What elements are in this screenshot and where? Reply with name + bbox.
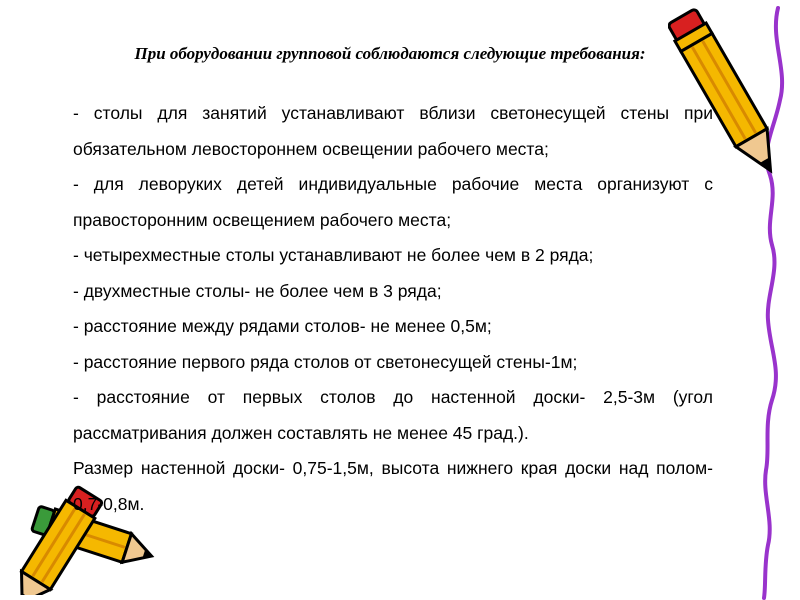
requirement-paragraph: - расстояние между рядами столов- не менее 0,5м; <box>73 316 492 336</box>
slide-title: При оборудовании групповой соблюдаются следующие требования: <box>134 44 646 63</box>
requirement-paragraph: - четырехместные столы устанавливают не более чем в 2 ряда; <box>73 245 594 265</box>
requirement-paragraph: - столы для занятий устанавливают вблизи светонесущей стены при обязательном левостороннем освещении рабочего места; <box>73 103 713 159</box>
requirement-paragraph: - расстояние первого ряда столов от светонесущей стены-1м; <box>73 351 578 372</box>
requirement-paragraph: - расстояние от первых столов до настенной доски- 2,5-3м (угол рассматривания должен составлять не менее 45 град.). <box>73 387 713 443</box>
requirement-paragraph: - для леворуких детей индивидуальные рабочие места организуют с правосторонним освещением рабочего места; <box>73 174 713 230</box>
requirement-paragraph: - двухместные столы- не более чем в 3 ряда; <box>73 280 442 301</box>
board-size-paragraph: Размер настенной доски- 0,75-1,5м, высота нижнего края доски над полом- 0,7-0,8м. <box>73 458 713 514</box>
slide-body <box>73 96 713 522</box>
